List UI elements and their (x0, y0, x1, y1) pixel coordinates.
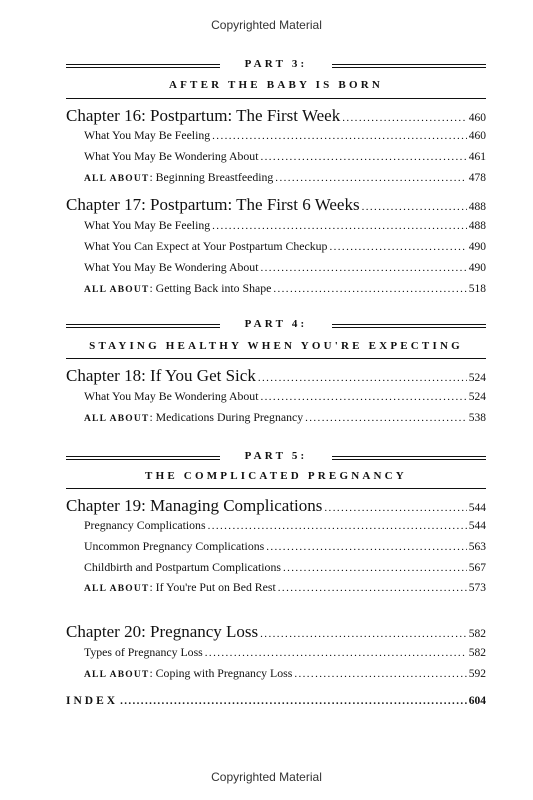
chapter-title: Chapter 18: If You Get Sick (66, 366, 256, 385)
page-number: 490 (468, 241, 486, 253)
part-label: PART 4: (220, 318, 332, 330)
toc-entry[interactable] (84, 389, 486, 404)
part-label: PART 5: (220, 450, 332, 462)
index-label: INDEX (66, 695, 119, 707)
page-number: 604 (468, 695, 486, 707)
page-number: 563 (468, 541, 486, 553)
all-about-label: ALL ABOUT (84, 670, 150, 680)
all-about-label: ALL ABOUT (84, 584, 150, 594)
chapter-entry[interactable] (66, 366, 486, 386)
page-number: 544 (468, 520, 486, 532)
page-number: 488 (468, 201, 486, 213)
entry-title: What You Can Expect at Your Postpartum Checkup (84, 239, 328, 253)
toc-entry[interactable] (84, 239, 486, 254)
chapter-entry[interactable] (66, 622, 486, 642)
entry-title: : Beginning Breastfeeding (149, 170, 274, 184)
page-number: 488 (468, 220, 486, 232)
page-number: 490 (468, 262, 486, 274)
entry-title: Pregnancy Complications (84, 518, 206, 532)
entry-title: Childbirth and Postpartum Complications (84, 560, 281, 574)
entry-title: Types of Pregnancy Loss (84, 645, 203, 659)
page-number: 524 (468, 391, 486, 403)
toc-entry[interactable] (84, 580, 486, 595)
page-number: 592 (468, 668, 486, 680)
entry-title: What You May Be Wondering About (84, 149, 259, 163)
page-number: 461 (468, 151, 486, 163)
all-about-label: ALL ABOUT (84, 285, 150, 295)
entry-title: : Medications During Pregnancy (149, 410, 304, 424)
page-number: 518 (468, 283, 486, 295)
entry-title: : If You're Put on Bed Rest (149, 580, 276, 594)
toc-entry[interactable] (84, 410, 486, 425)
toc-entry[interactable] (84, 539, 486, 554)
footer-copyright: Copyrighted Material (211, 770, 322, 784)
entry-title: : Getting Back into Shape (149, 281, 272, 295)
entry-title: What You May Be Wondering About (84, 260, 259, 274)
entry-title: What You May Be Wondering About (84, 389, 259, 403)
chapter-title: Chapter 16: Postpartum: The First Week (66, 106, 341, 125)
toc-entry[interactable] (84, 170, 486, 185)
chapter-entry[interactable] (66, 195, 486, 215)
chapter-entry[interactable] (66, 106, 486, 126)
toc-entry[interactable] (84, 281, 486, 296)
part-title: STAYING HEALTHY WHEN YOU'RE EXPECTING (89, 340, 463, 352)
toc-entry[interactable] (84, 218, 486, 233)
chapter-title: Chapter 20: Pregnancy Loss (66, 622, 259, 641)
toc-entry[interactable] (84, 518, 486, 533)
page-number: 573 (468, 582, 486, 594)
page-number: 524 (468, 372, 486, 384)
header-copyright: Copyrighted Material (211, 18, 322, 32)
chapter-title: Chapter 17: Postpartum: The First 6 Weeks (66, 195, 360, 214)
toc-entry[interactable] (84, 128, 486, 143)
all-about-label: ALL ABOUT (84, 414, 150, 424)
toc-entry[interactable] (84, 666, 486, 681)
part-label: PART 3: (220, 58, 332, 70)
page-number: 567 (468, 562, 486, 574)
chapter-entry[interactable] (66, 496, 486, 516)
page-number: 538 (468, 412, 486, 424)
page-number: 582 (468, 628, 486, 640)
entry-title: What You May Be Feeling (84, 128, 211, 142)
toc-entry[interactable] (84, 260, 486, 275)
part-rule (66, 488, 486, 489)
page-number: 460 (468, 130, 486, 142)
chapter-title: Chapter 19: Managing Complications (66, 496, 323, 515)
part-title: THE COMPLICATED PREGNANCY (145, 470, 407, 482)
part-rule (66, 98, 486, 99)
page-number: 582 (468, 647, 486, 659)
toc-entry[interactable] (84, 645, 486, 660)
all-about-label: ALL ABOUT (84, 174, 150, 184)
toc-entry[interactable] (84, 149, 486, 164)
part-rule (66, 358, 486, 359)
entry-title: Uncommon Pregnancy Complications (84, 539, 265, 553)
entry-title: What You May Be Feeling (84, 218, 211, 232)
page-number: 460 (468, 112, 486, 124)
entry-title: : Coping with Pregnancy Loss (149, 666, 293, 680)
toc-entry[interactable] (84, 560, 486, 575)
page-number: 544 (468, 502, 486, 514)
part-title: AFTER THE BABY IS BORN (168, 79, 384, 91)
page-number: 478 (468, 172, 486, 184)
index-entry[interactable] (66, 695, 486, 707)
